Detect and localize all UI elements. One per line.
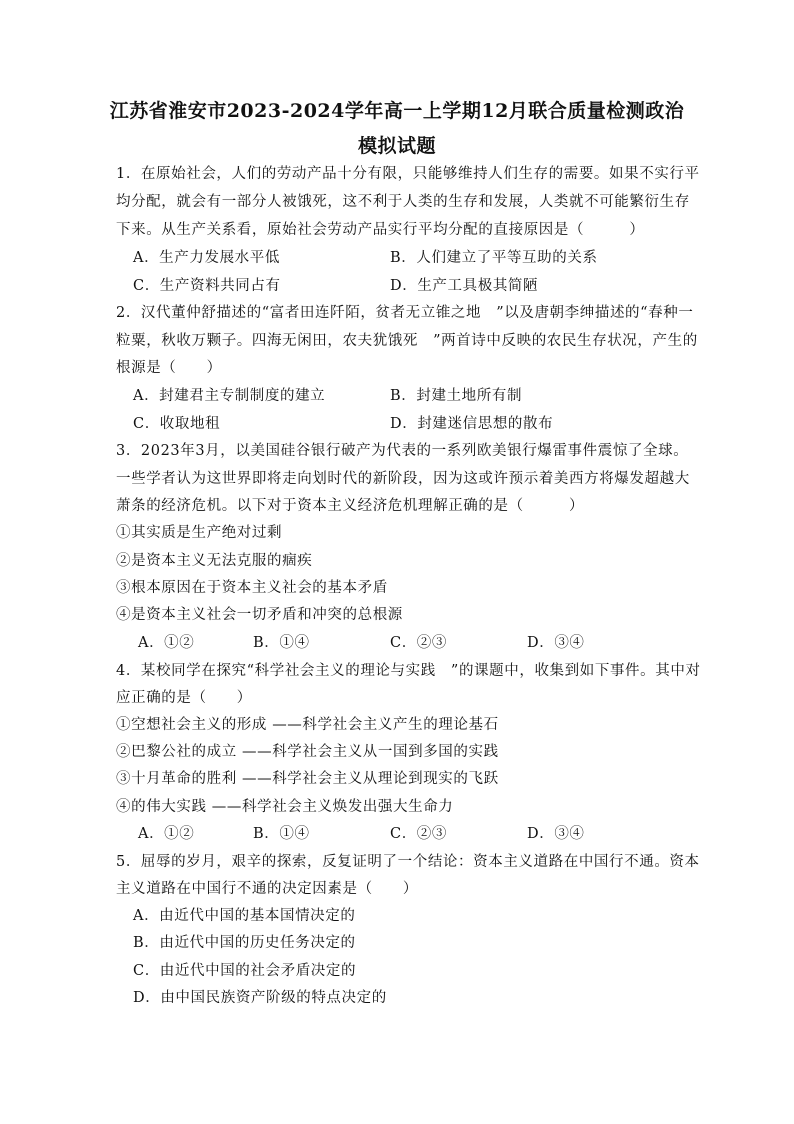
question-4-option-a: A．①② bbox=[138, 826, 195, 842]
question-4-item-1: ①空想社会主义的形成 ——科学社会主义产生的理论基石 bbox=[116, 717, 499, 733]
question-1-line-1: 1．在原始社会，人们的劳动产品十分有限，只能够维持人们生存的需要。如果不实行平 bbox=[116, 166, 700, 182]
page-subtitle: 模拟试题 bbox=[357, 135, 436, 157]
question-3-line-2: 一些学者认为这世界即将走向划时代的新阶段，因为这或许预示着美西方将爆发超越大 bbox=[116, 471, 690, 487]
question-1-line-3: 下来。从生产关系看，原始社会劳动产品实行平均分配的直接原因是（ ） bbox=[116, 222, 645, 238]
question-3-option-c: C．②③ bbox=[390, 635, 447, 651]
question-3-item-2: ②是资本主义无法克服的痼疾 bbox=[116, 553, 313, 569]
question-4-line-1: 4．某校同学在探究“科学社会主义的理论与实践 ”的课题中，收集到如下事件。其中对 bbox=[116, 663, 701, 679]
question-5-option-d: D．由中国民族资产阶级的特点决定的 bbox=[133, 990, 387, 1006]
question-3-line-3: 萧条的经济危机。以下对于资本主义经济危机理解正确的是（ ） bbox=[116, 498, 585, 514]
question-2-option-b: B．封建土地所有制 bbox=[390, 388, 523, 404]
question-1-option-d: D．生产工具极其简陋 bbox=[390, 278, 539, 294]
question-3-option-a: A．①② bbox=[138, 635, 195, 651]
question-1-option-b: B．人们建立了平等互助的关系 bbox=[390, 250, 598, 266]
question-1-option-c: C．生产资料共同占有 bbox=[133, 278, 281, 294]
question-2-line-1: 2．汉代董仲舒描述的“富者田连阡陌，贫者无立锥之地 ”以及唐朝李绅描述的“春种一 bbox=[116, 305, 694, 321]
question-2-line-3: 根源是（ ） bbox=[116, 360, 222, 376]
question-3-item-1: ①其实质是生产绝对过剩 bbox=[116, 525, 283, 541]
question-3-item-3: ③根本原因在于资本主义社会的基本矛盾 bbox=[116, 580, 388, 596]
question-2-option-a: A．封建君主专制制度的建立 bbox=[133, 388, 326, 404]
question-3-option-b: B．①④ bbox=[253, 635, 310, 651]
question-5-line-2: 主义道路在中国行不通的决定因素是（ ） bbox=[116, 881, 418, 897]
question-4-option-b: B．①④ bbox=[253, 826, 310, 842]
question-4-line-2: 应正确的是（ ） bbox=[116, 690, 252, 706]
question-4-item-4: ④的伟大实践 ——科学社会主义焕发出强大生命力 bbox=[116, 799, 454, 815]
question-5-line-1: 5．屈辱的岁月，艰辛的探索，反复证明了一个结论：资本主义道路在中国行不通。资本 bbox=[116, 854, 700, 870]
question-4-option-c: C．②③ bbox=[390, 826, 447, 842]
question-2-option-d: D．封建迷信思想的散布 bbox=[390, 416, 554, 432]
question-4-option-d: D．③④ bbox=[527, 826, 585, 842]
question-5-option-c: C．由近代中国的社会矛盾决定的 bbox=[133, 963, 357, 979]
question-2-line-2: 粒粟，秋收万颗子。四海无闲田，农夫犹饿死 ”两首诗中反映的农民生存状况，产生的 bbox=[116, 333, 698, 349]
question-4-item-3: ③十月革命的胜利 ——科学社会主义从理论到现实的飞跃 bbox=[116, 771, 499, 787]
page-title: 江苏省淮安市2023-2024学年高一上学期12月联合质量检测政治 bbox=[109, 100, 685, 122]
question-2-option-c: C．收取地租 bbox=[133, 416, 221, 432]
question-3-line-1: 3．2023年3月，以美国硅谷银行破产为代表的一系列欧美银行爆雷事件震惊了全球。 bbox=[116, 443, 689, 459]
question-5-option-a: A．由近代中国的基本国情决定的 bbox=[133, 908, 356, 924]
question-3-option-d: D．③④ bbox=[527, 635, 585, 651]
question-4-item-2: ②巴黎公社的成立 ——科学社会主义从一国到多国的实践 bbox=[116, 744, 499, 760]
question-1-line-2: 均分配，就会有一部分人被饿死，这不利于人类的生存和发展，人类就不可能繁衍生存 bbox=[116, 194, 690, 210]
question-1-option-a: A．生产力发展水平低 bbox=[133, 250, 280, 266]
question-5-option-b: B．由近代中国的历史任务决定的 bbox=[133, 935, 356, 951]
question-3-item-4: ④是资本主义社会一切矛盾和冲突的总根源 bbox=[116, 607, 403, 623]
